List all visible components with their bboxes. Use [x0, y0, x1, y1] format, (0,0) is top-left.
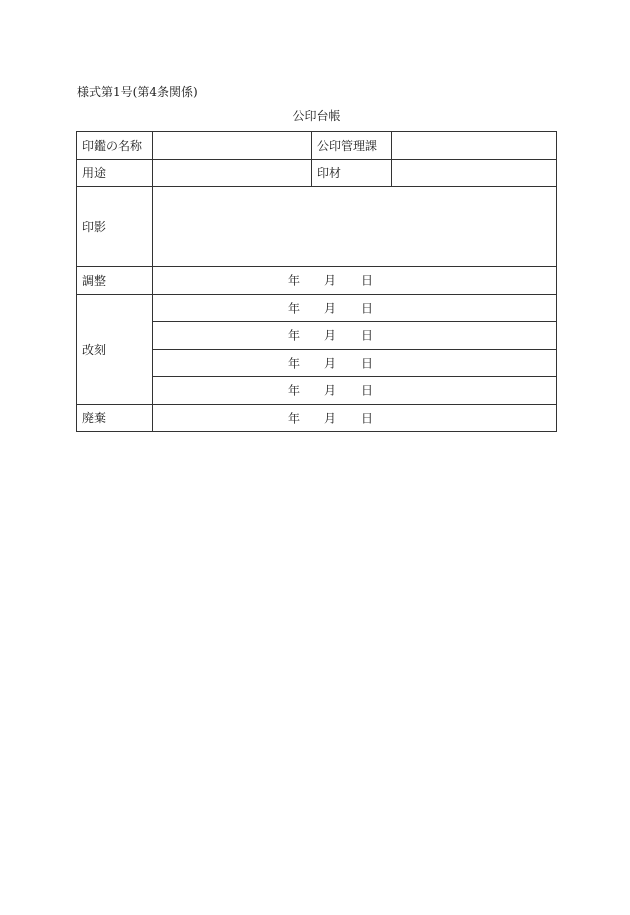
- row-purpose: [77, 159, 557, 187]
- month-label: 月: [324, 301, 337, 316]
- impression-field[interactable]: [153, 187, 557, 267]
- recarving-date-field-3[interactable]: [153, 349, 557, 377]
- year-label: 年: [288, 273, 301, 288]
- disposal-label: 廃棄: [77, 404, 153, 432]
- row-impression: [77, 187, 557, 267]
- preparation-label: 調整: [77, 267, 153, 295]
- year-label: 年: [288, 411, 301, 426]
- day-label: 日: [361, 273, 374, 288]
- month-label: 月: [324, 273, 337, 288]
- disposal-date-field[interactable]: [153, 404, 557, 432]
- managing-section-field[interactable]: [392, 132, 557, 160]
- year-label: 年: [288, 383, 301, 398]
- year-label: 年: [288, 301, 301, 316]
- row-preparation: [77, 267, 557, 295]
- seal-ledger-table: [76, 131, 557, 432]
- row-seal-name: [77, 132, 557, 160]
- day-label: 日: [361, 301, 374, 316]
- seal-name-label: 印鑑の名称: [77, 132, 153, 160]
- day-label: 日: [361, 383, 374, 398]
- recarving-date-field-4[interactable]: [153, 377, 557, 405]
- year-label: 年: [288, 328, 301, 343]
- recarving-label: 改刻: [77, 294, 153, 404]
- purpose-field[interactable]: [153, 159, 312, 187]
- month-label: 月: [324, 383, 337, 398]
- year-label: 年: [288, 356, 301, 371]
- day-label: 日: [361, 328, 374, 343]
- day-label: 日: [361, 356, 374, 371]
- document-title: 公印台帳: [292, 109, 341, 123]
- recarving-date-field-2[interactable]: [153, 322, 557, 350]
- month-label: 月: [324, 328, 337, 343]
- material-label: 印材: [312, 159, 392, 187]
- seal-name-field[interactable]: [153, 132, 312, 160]
- row-recarving-1: [77, 294, 557, 322]
- form-number-label: 様式第1号(第4条関係): [77, 85, 198, 99]
- recarving-date-field-1[interactable]: [153, 294, 557, 322]
- managing-section-label: 公印管理課: [312, 132, 392, 160]
- month-label: 月: [324, 411, 337, 426]
- preparation-date-field[interactable]: [153, 267, 557, 295]
- day-label: 日: [361, 411, 374, 426]
- row-disposal: [77, 404, 557, 432]
- month-label: 月: [324, 356, 337, 371]
- material-field[interactable]: [392, 159, 557, 187]
- impression-label: 印影: [77, 187, 153, 267]
- purpose-label: 用途: [77, 159, 153, 187]
